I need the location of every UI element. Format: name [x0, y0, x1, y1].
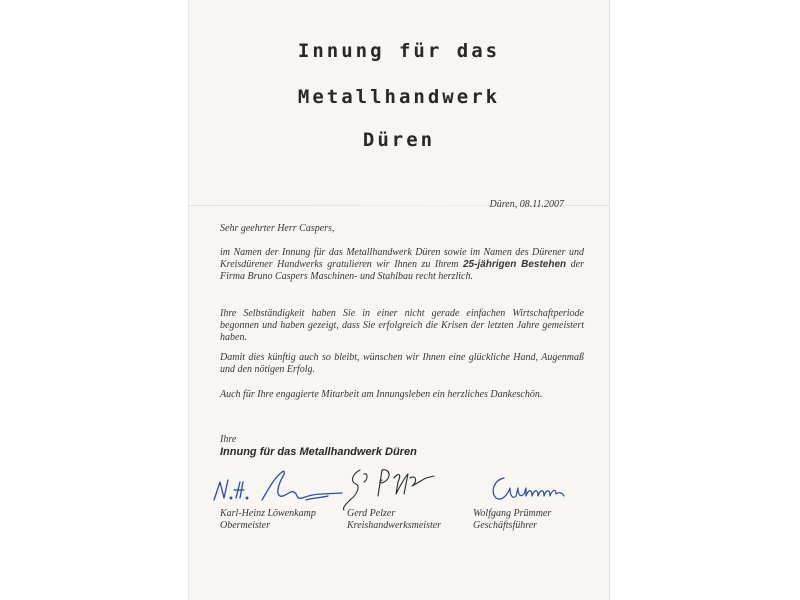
signature-loewenkamp	[210, 460, 350, 510]
letter-paragraph-1	[220, 247, 584, 284]
letter-paragraph-4: Auch für Ihre engagierte Mitarbeit am Innungsleben ein herzliches Dankeschön.	[220, 389, 543, 400]
signatory-1-name: Karl-Heinz Löwenkamp	[220, 508, 316, 519]
signatory-3-title: Geschäftsführer	[473, 520, 538, 531]
letterhead-line-3: Düren	[362, 129, 436, 151]
letter-salutation: Sehr geehrter Herr Caspers,	[220, 223, 335, 234]
signatory-2-name: Gerd Pelzer	[347, 508, 396, 519]
letterhead-line-1: Innung für das	[297, 40, 501, 62]
letter-page	[188, 0, 610, 600]
letter-paragraph-3: Damit dies künftig auch so bleibt, wünschen wir Ihnen eine glückliche Hand, Augenmaß und den nötigen Erfolg.	[220, 352, 584, 376]
signatory-2-title: Kreishandwerksmeister	[347, 520, 442, 531]
signatory-3	[473, 508, 551, 532]
signatory-3-name: Wolfgang Prümmer	[473, 508, 552, 519]
letterhead-line-2: Metallhandwerk	[297, 86, 501, 108]
signatory-1-title: Obermeister	[220, 520, 270, 531]
signatory-2	[347, 508, 441, 532]
paragraph-1-text-start: im Namen der Innung für das Metallhandwerk Düren sowie im Namen des Dürener und Kreisdürener Handwerks gratulieren wir Ihnen zu Ihrem	[220, 247, 584, 271]
letter-closing: Ihre	[220, 434, 237, 445]
paragraph-1-text-end: der Firma Bruno Caspers Maschinen- und Stahlbau recht herzlich.	[220, 259, 584, 283]
signatory-1	[220, 508, 316, 532]
signature-pruemmer	[486, 470, 576, 510]
letter-paragraph-2: Ihre Selbständigkeit haben Sie in einer nicht gerade einfachen Wirtschaftperiode begonnen und haben gezeigt, dass Sie erfolgreich die Krisen der letzten Jahre gemeistert haben.	[220, 308, 584, 344]
paragraph-1-highlight: 25-jährigen Bestehen	[462, 259, 567, 271]
letter-date: Düren, 08.11.2007	[489, 199, 564, 210]
letter-organization: Innung für das Metallhandwerk Düren	[220, 446, 417, 458]
